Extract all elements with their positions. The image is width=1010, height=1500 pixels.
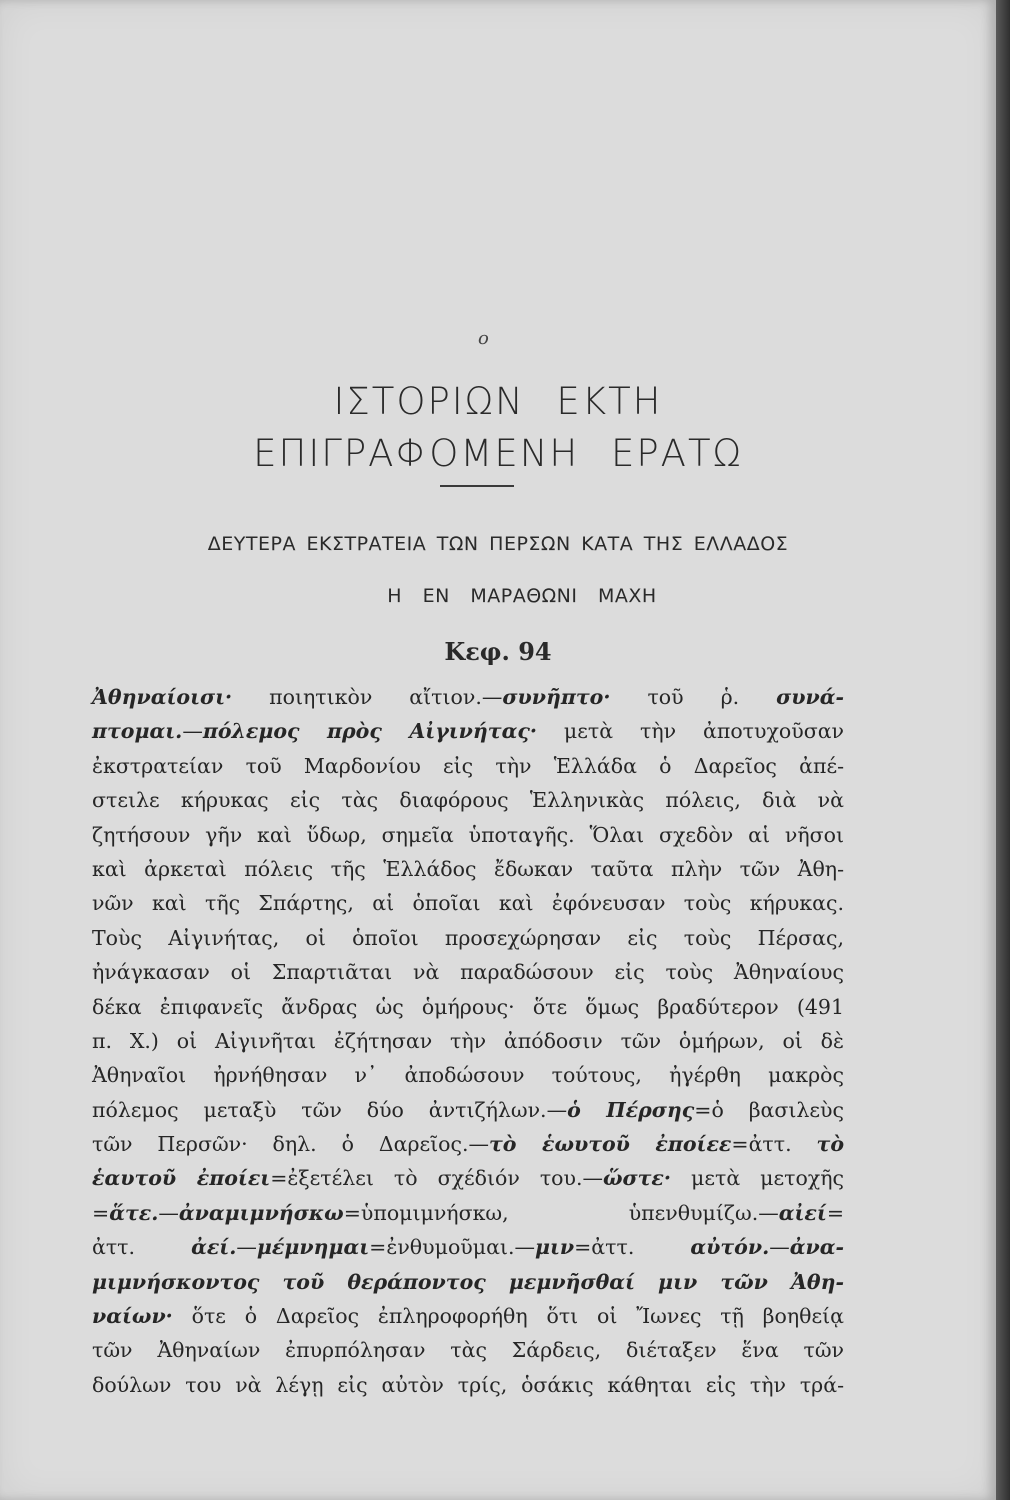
text-run: ἠνάγκασαν οἱ Σπαρτιᾶται νὰ παραδώσουν εἰς τοὺς Ἀθηναίους	[92, 960, 844, 985]
text-line	[92, 1161, 844, 1195]
page-edge	[996, 0, 1010, 1500]
lemma-term: μιμνήσκοντος τοῦ θεράποντος μεμνῆσθαί μιν τῶν Ἀθη-	[92, 1269, 844, 1294]
lemma-term: συνῆπτο·	[502, 685, 611, 709]
text-run: ποιητικὸν αἴτιον.—	[232, 685, 503, 709]
text-run: τοῦ ῥ.	[610, 685, 777, 709]
book-title-line1: ΙΣΤΟΡΙΩΝ ΕΚΤΗ	[333, 380, 663, 423]
text-line	[92, 1196, 844, 1230]
text-run: δέκα ἐπιφανεῖς ἄνδρας ὡς ὁμήρους· ὅτε ὅμως βραδύτερον (491	[92, 994, 844, 1019]
commentary-text	[92, 680, 844, 1402]
text-line	[92, 1127, 844, 1161]
text-run: —	[236, 1235, 257, 1260]
text-run: δούλων του νὰ λέγῃ εἰς αὐτὸν τρίς, ὁσάκις κάθηται εἰς τὴν τρά-	[92, 1372, 844, 1397]
chapter-heading: Κεφ. 94	[444, 637, 552, 666]
text-run: —	[769, 1235, 790, 1260]
text-line	[92, 1368, 844, 1402]
text-line	[92, 714, 844, 748]
lemma-term: ναίων·	[92, 1304, 173, 1329]
text-run: νῶν καὶ τῆς Σπάρτης, αἱ ὁποῖαι καὶ ἐφόνευσαν τοὺς κήρυκας.	[92, 891, 844, 916]
lemma-term: ἑαυτοῦ ἐποίει	[92, 1166, 271, 1191]
lemma-term: ἀεί.	[191, 1235, 237, 1260]
lemma-term: ὥστε·	[603, 1166, 672, 1191]
text-line	[92, 749, 844, 783]
section-subtitle-battle: Η ΕΝ ΜΑΡΑΘΩΝΙ ΜΑΧΗ	[387, 585, 657, 607]
lemma-term: μέμνημαι	[256, 1235, 370, 1260]
text-run: =ἀττ.	[731, 1132, 817, 1157]
text-run: =ὁ βασιλεὺς	[694, 1097, 844, 1122]
text-run: =	[92, 1200, 110, 1225]
text-run: μετὰ μετοχῆς	[671, 1166, 844, 1191]
text-run: —	[182, 719, 203, 744]
book-title-line2: ΕΠΙΓΡΑΦΟΜΕΝΗ ΕΡΑΤΩ	[253, 432, 743, 475]
text-line	[92, 1265, 844, 1299]
text-line	[92, 680, 844, 714]
text-run: καὶ ἀρκεταὶ πόλεις τῆς Ἑλλάδος ἔδωκαν ταῦτα πλὴν τῶν Ἀθη-	[92, 856, 844, 881]
section-subtitle: ΔΕΥΤΕΡΑ ΕΚΣΤΡΑΤΕΙΑ ΤΩΝ ΠΕΡΣΩΝ ΚΑΤΑ ΤΗΣ ΕΛΛΑΔΟΣ	[207, 533, 789, 555]
lemma-term: τὸ ἑωυτοῦ ἐποίεε	[489, 1132, 732, 1157]
text-run: τῶν Περσῶν· δηλ. ὁ Δαρεῖος.—	[92, 1132, 490, 1157]
text-line	[92, 852, 844, 886]
text-line	[92, 1333, 844, 1367]
text-run: =	[826, 1200, 844, 1225]
lemma-term: μιν	[534, 1235, 575, 1260]
lemma-term: ἀναμιμνήσκω	[178, 1200, 344, 1225]
text-run: π. Χ.) οἱ Αἰγινῆται ἐζήτησαν τὴν ἀπόδοσιν τῶν ὁμήρων, οἱ δὲ	[92, 1028, 844, 1053]
text-line	[92, 1058, 844, 1092]
divider-rule	[440, 485, 514, 487]
text-line	[92, 1299, 844, 1333]
text-line	[92, 818, 844, 852]
lemma-term: ὁ Πέρσης	[567, 1097, 695, 1122]
text-run: ἐκστρατείαν τοῦ Μαρδονίου εἰς τὴν Ἑλλάδα ὁ Δαρεῖος ἀπέ-	[92, 753, 844, 778]
text-run: μετὰ τὴν ἀποτυχοῦσαν	[537, 719, 845, 744]
text-run: —	[158, 1200, 179, 1225]
text-run: στειλε κήρυκας εἰς τὰς διαφόρους Ἑλληνικὰς πόλεις, διὰ νὰ	[92, 788, 844, 813]
text-run: πόλεμος μεταξὺ τῶν δύο ἀντιζήλων.—	[92, 1097, 568, 1122]
lemma-term: συνά-	[776, 685, 844, 709]
text-run: =ἐξετέλει τὸ σχέδιόν του.—	[270, 1166, 603, 1191]
lemma-term: τὸ	[816, 1132, 844, 1157]
text-line	[92, 990, 844, 1024]
text-run: τῶν Ἀθηναίων ἐπυρπόλησαν τὰς Σάρδεις, διέταξεν ἕνα τῶν	[92, 1338, 844, 1363]
text-run: =ἀττ.	[574, 1235, 691, 1260]
lemma-term: ἀνα-	[789, 1235, 844, 1260]
lemma-term: αἰεί	[778, 1200, 827, 1225]
lemma-term: Ἀθηναίοισι·	[92, 685, 233, 709]
text-run: ὅτε ὁ Δαρεῖος ἐπληροφορήθη ὅτι οἱ Ἴωνες τῇ βοηθείᾳ	[172, 1304, 844, 1329]
text-run: =ἐνθυμοῦμαι.—	[369, 1235, 535, 1260]
lemma-term: πόλεμος πρὸς Αἰγινήτας·	[202, 719, 537, 744]
lemma-term: πτομαι.	[92, 719, 183, 744]
text-line	[92, 1093, 844, 1127]
text-line	[92, 1024, 844, 1058]
text-line	[92, 783, 844, 817]
text-run: ζητήσουν γῆν καὶ ὕδωρ, σημεῖα ὑποταγῆς. Ὅλαι σχεδὸν αἱ νῆσοι	[92, 822, 844, 847]
text-run: Ἀθηναῖοι ἠρνήθησαν ν᾽ ἀποδώσουν τούτους, ἠγέρθη μακρὸς	[92, 1063, 844, 1088]
text-line	[92, 955, 844, 989]
lemma-term: αὐτόν.	[690, 1235, 770, 1260]
text-run: Τοὺς Αἰγινήτας, οἱ ὁποῖοι προσεχώρησαν εἰς τοὺς Πέρσας,	[92, 925, 844, 950]
text-run: =ὑπομιμνήσκω, ὑπενθυμίζω.—	[343, 1200, 779, 1225]
text-line	[92, 886, 844, 920]
text-line	[92, 921, 844, 955]
stray-mark: ο	[478, 328, 489, 349]
text-run: ἀττ.	[92, 1235, 192, 1260]
lemma-term: ἅτε.	[109, 1200, 159, 1225]
text-line	[92, 1230, 844, 1264]
